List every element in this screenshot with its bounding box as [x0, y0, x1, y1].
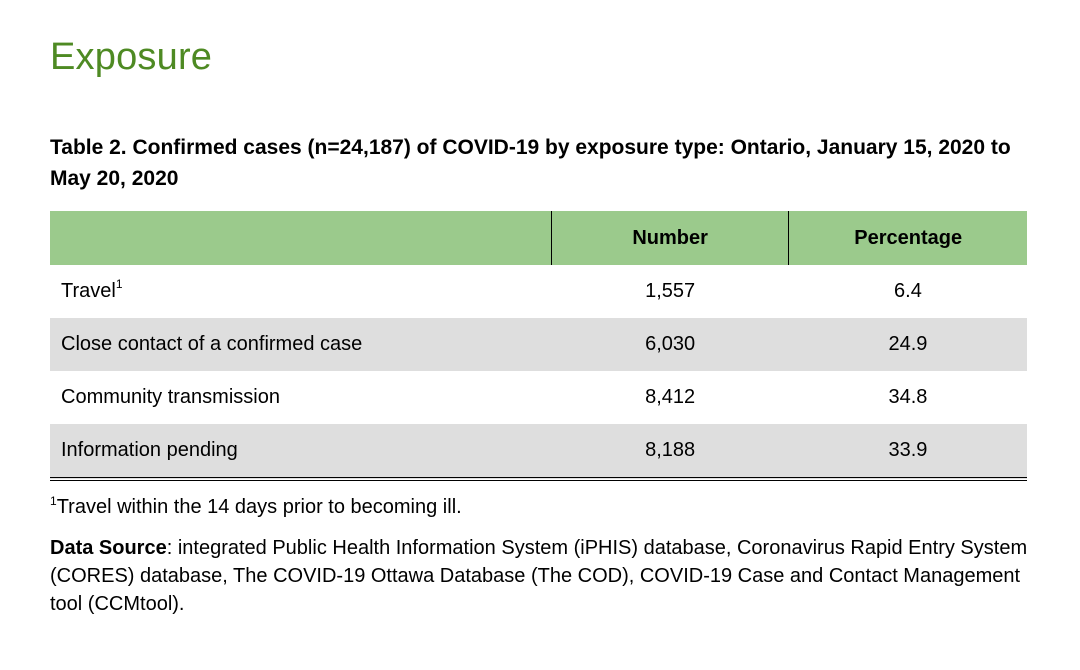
exposure-table: [50, 211, 1027, 481]
footnote-text: Travel within the 14 days prior to becoming ill.: [56, 496, 462, 518]
row-label: Travel$^1$: [61, 277, 123, 302]
footnote: [50, 496, 462, 519]
header-category: [50, 211, 551, 265]
header-percentage: Percentage: [789, 211, 1027, 265]
table-row: [50, 265, 1027, 318]
table-row: [50, 371, 1027, 424]
row-label: Close contact of a confirmed case: [50, 318, 551, 371]
data-source: [50, 534, 1030, 618]
table-caption: Table 2. Confirmed cases (n=24,187) of COVID-19 by exposure type: Ontario, January 15, 2020 to May 20, 2020: [50, 136, 1011, 190]
section-heading: Exposure: [50, 36, 213, 78]
header-number: Number: [551, 211, 789, 265]
footnote-marker: 1: [115, 277, 123, 291]
row-percentage: 6.4: [894, 280, 922, 302]
row-label: Information pending: [50, 424, 551, 479]
table-row: [50, 424, 1027, 479]
data-source-text: : integrated Public Health Information System (iPHIS) database, Coronavirus Rapid Entry System (CORES) database, The COVID-19 Ottawa Database (The COD), COVID-19 Case and Contact Management tool (CCMtool).: [50, 537, 1028, 615]
row-number: 6,030: [551, 318, 789, 371]
footnote-marker: 1: [50, 494, 57, 508]
row-number: 1,557: [645, 280, 696, 302]
table-header-row: [50, 211, 1027, 265]
row-percentage: 24.9: [789, 318, 1027, 371]
row-percentage: 33.9: [789, 424, 1027, 479]
row-number: 8,188: [551, 424, 789, 479]
row-label: Community transmission: [61, 386, 280, 408]
table-row: [50, 318, 1027, 371]
data-source-label: Data Source: [50, 537, 167, 559]
row-percentage: 34.8: [888, 386, 928, 408]
row-number: 8,412: [645, 386, 696, 408]
